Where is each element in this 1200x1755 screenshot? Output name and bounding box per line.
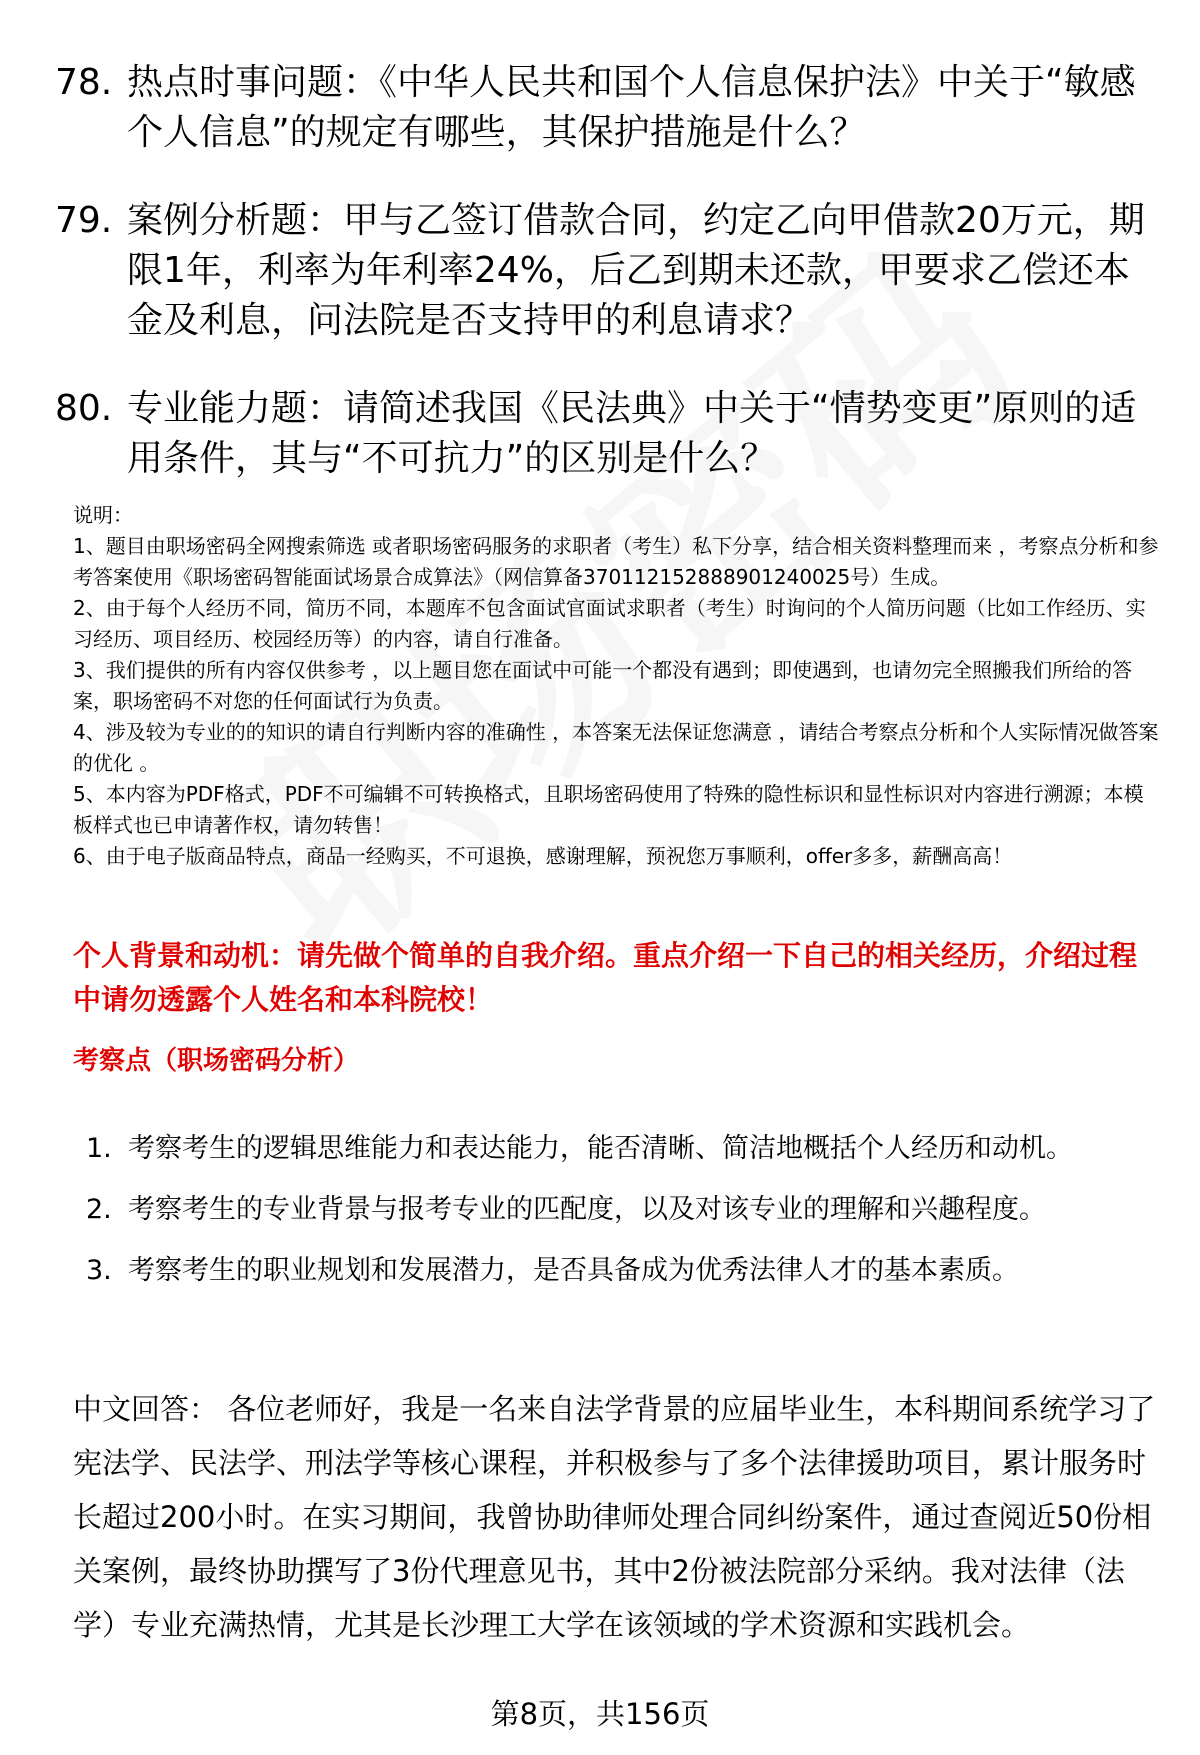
answer-paragraph [73,1382,1163,1652]
analysis-point-text: 考察考生的逻辑思维能力和表达能力，能否清晰、简洁地概括个人经历和动机。 [128,1133,1073,1164]
analysis-point-text: 考察考生的专业背景与报考专业的匹配度，以及对该专业的理解和兴趣程度。 [128,1194,1046,1225]
question-number: 80. [55,388,113,429]
notes-section [73,500,1163,872]
question-number: 78. [55,62,113,103]
notes-title: 说明： [73,503,133,527]
question-item [55,384,1165,484]
question-text: 热点时事问题：《中华人民共和国个人信息保护法》中关于“敏感个人信息”的规定有哪些，其保护措施是什么？ [127,62,1136,153]
analysis-point-number: 3. [86,1255,112,1286]
answer-text: 各位老师好，我是一名来自法学背景的应届毕业生，本科期间系统学习了宪法学、民法学、刑法学等核心课程，并积极参与了多个法律援助项目，累计服务时长超过200小时。在实习期间，我曾协助律师处理合同纠纷案件，通过查阅近50份相关案例，最终协助撰写了3份代理意见书，其中2份被法院部分采纳。我对法律（法学）专业充满热情，尤其是长沙理工大学在该领域的学术资源和实践机会。 [73,1392,1156,1642]
analysis-point-text: 考察考生的职业规划和发展潜力，是否具备成为优秀法律人才的基本素质。 [128,1255,1019,1286]
note-item: 3、我们提供的所有内容仅供参考 ，以上题目您在面试中可能一个都没有遇到；即使遇到，也请勿完全照搬我们所给的答案，职场密码不对您的任何面试行为负责。 [73,658,1133,713]
note-item: 5、本内容为PDF格式，PDF不可编辑不可转换格式，且职场密码使用了特殊的隐性标识和显性标识对内容进行溯源；本模板样式也已申请著作权，请勿转售！ [73,782,1144,837]
analysis-point-number: 1. [86,1133,112,1164]
question-number: 79. [55,200,113,241]
question-item [55,58,1165,158]
section-heading: 个人背景和动机：请先做个简单的自我介绍。重点介绍一下自己的相关经历，介绍过程中请勿透露个人姓名和本科院校！ [73,939,1138,1016]
question-item [55,196,1165,346]
question-list [55,58,1165,522]
analysis-point-number: 2. [86,1194,112,1225]
analysis-heading: 考察点（职场密码分析） [73,1046,360,1076]
analysis-point [86,1242,1166,1300]
note-item: 6、由于电子版商品特点，商品一经购买，不可退换，感谢理解，预祝您万事顺利，offer多多，薪酬高高！ [73,844,1013,868]
question-text: 案例分析题：甲与乙签订借款合同，约定乙向甲借款20万元，期限1年，利率为年利率24%，后乙到期未还款，甲要求乙偿还本金及利息，问法院是否支持甲的利息请求？ [127,200,1145,341]
note-item: 4、涉及较为专业的的知识的请自行判断内容的准确性 ，本答案无法保证您满意 ，请结合考察点分析和个人实际情况做答案的优化 。 [73,720,1159,775]
analysis-point [86,1120,1166,1178]
analysis-point [86,1181,1166,1239]
note-item: 2、由于每个人经历不同，简历不同，本题库不包含面试官面试求职者（考生）时询问的个人简历问题（比如工作经历、实习经历、项目经历、校园经历等）的内容，请自行准备。 [73,596,1146,651]
note-item: 1、题目由职场密码全网搜索筛选 或者职场密码服务的求职者（考生）私下分享，结合相关资料整理而来 ，考察点分析和参考答案使用《职场密码智能面试场景合成算法》（网信算备370112152888901240025号）生成。 [73,534,1159,589]
question-text: 专业能力题：请简述我国《民法典》中关于“情势变更”原则的适用条件，其与“不可抗力”的区别是什么？ [127,388,1137,479]
answer-label: 中文回答： [73,1392,219,1426]
analysis-points [86,1120,1166,1303]
page-number: 第8页，共156页 [490,1697,710,1731]
